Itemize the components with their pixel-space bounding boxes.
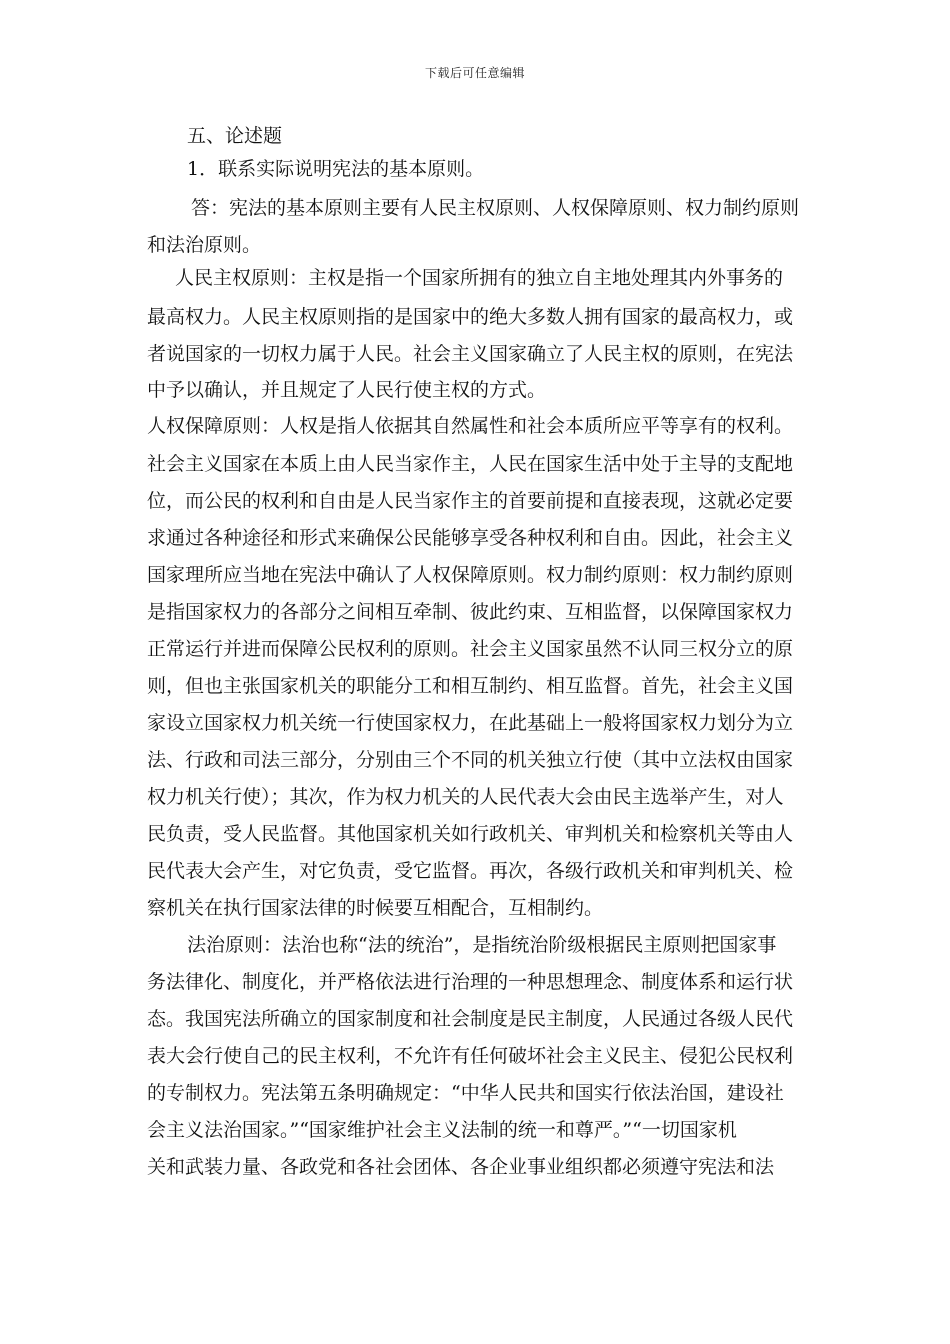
text-line: 会主义法治国家。”“国家维护社会主义法制的统一和尊严。”“一切国家机 bbox=[147, 1119, 737, 1141]
header-note: 下载后可任意编辑 bbox=[424, 66, 525, 80]
question: 1．联系实际说明宪法的基本原则。 bbox=[187, 158, 485, 180]
text-line: 正常运行并进而保障公民权利的原则。社会主义国家虽然不认同三权分立的原 bbox=[147, 638, 794, 660]
text-line: 中予以确认，并且规定了人民行使主权的方式。 bbox=[147, 379, 547, 401]
text-line: 社会主义国家在本质上由人民当家作主，人民在国家生活中处于主导的支配地 bbox=[147, 453, 794, 475]
text-line: 察机关在执行国家法律的时候要互相配合，互相制约。 bbox=[147, 897, 604, 919]
text-line: 法治原则：法治也称“法的统治”，是指统治阶级根据民主原则把国家事 bbox=[187, 934, 777, 956]
text-line: 则，但也主张国家机关的职能分工和相互制约、相互监督。首先，社会主义国 bbox=[147, 675, 794, 697]
text-line: 者说国家的一切权力属于人民。社会主义国家确立了人民主权的原则，在宪法 bbox=[147, 343, 794, 365]
text-line: 表大会行使自己的民主权利，不允许有任何破坏社会主义民主、侵犯公民权利 bbox=[147, 1045, 794, 1067]
text-line: 务法律化、制度化，并严格依法进行治理的一种思想理念、制度体系和运行状 bbox=[147, 971, 794, 993]
text-line: 求通过各种途径和形式来确保公民能够享受各种权利和自由。因此，社会主义 bbox=[147, 527, 794, 549]
text-line: 答：宪法的基本原则主要有人民主权原则、人权保障原则、权力制约原则 bbox=[191, 197, 800, 219]
section-title: 五、论述题 bbox=[187, 125, 283, 147]
text-line: 民代表大会产生，对它负责，受它监督。再次，各级行政机关和审判机关、检 bbox=[147, 860, 794, 882]
text-line: 家设立国家权力机关统一行使国家权力，在此基础上一般将国家权力划分为立 bbox=[147, 712, 794, 734]
text-line: 的专制权力。宪法第五条明确规定：“中华人民共和国实行依法治国，建设社 bbox=[147, 1082, 784, 1104]
text-line: 民负责，受人民监督。其他国家机关如行政机关、审判机关和检察机关等由人 bbox=[147, 823, 794, 845]
text-line: 权力机关行使）；其次，作为权力机关的人民代表大会由民主选举产生，对人 bbox=[147, 786, 784, 808]
text-line: 是指国家权力的各部分之间相互牵制、彼此约束、互相监督，以保障国家权力 bbox=[147, 601, 794, 623]
text-line: 关和武装力量、各政党和各社会团体、各企业事业组织都必须遵守宪法和法 bbox=[147, 1156, 775, 1178]
text-line: 国家理所应当地在宪法中确认了人权保障原则。权力制约原则：权力制约原则 bbox=[147, 564, 794, 586]
text-line: 最高权力。人民主权原则指的是国家中的绝大多数人拥有国家的最高权力，或 bbox=[147, 306, 794, 328]
text-line: 和法治原则。 bbox=[147, 234, 262, 256]
text-line: 位，而公民的权利和自由是人民当家作主的首要前提和直接表现，这就必定要 bbox=[147, 490, 794, 512]
text-line: 人权保障原则：人权是指人依据其自然属性和社会本质所应平等享有的权利。 bbox=[147, 415, 794, 437]
text-line: 态。我国宪法所确立的国家制度和社会制度是民主制度，人民通过各级人民代 bbox=[147, 1008, 794, 1030]
text-line: 人民主权原则：主权是指一个国家所拥有的独立自主地处理其内外事务的 bbox=[175, 267, 784, 289]
text-line: 法、行政和司法三部分，分别由三个不同的机关独立行使（其中立法权由国家 bbox=[147, 749, 794, 771]
